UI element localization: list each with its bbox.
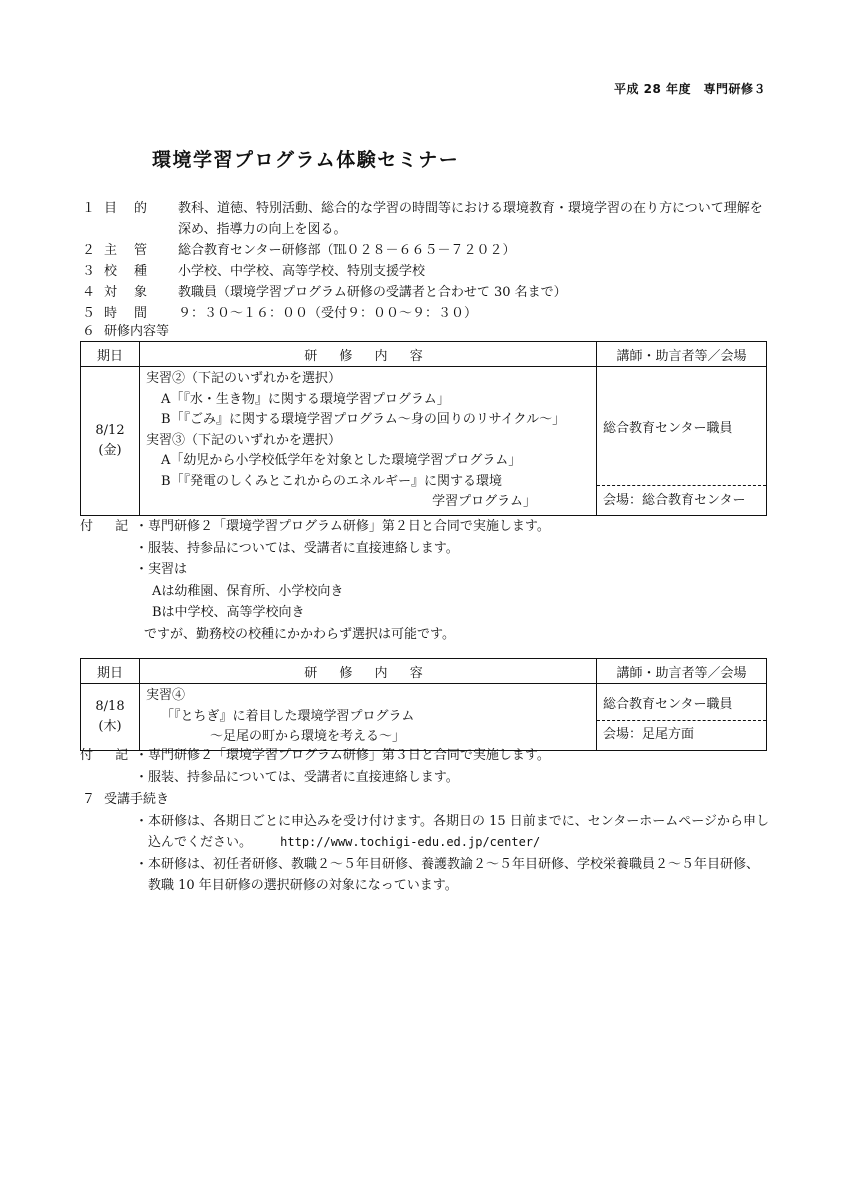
content-line: B「『発電のしくみとこれからのエネルギー』に関する環境 [161,473,503,489]
note-sub-line: Bは中学校、高等学校向き [152,605,305,620]
content-cell [140,367,597,516]
content-line: 実習④ [146,688,186,703]
fiscal-year-header: 平成 28 年度 専門研修３ [613,82,766,96]
section-text: 教科、道徳、特別活動、総合的な学習の時間等における環境教育・環境学習の在り方について理解を深め、指導力の向上を図る。 [178,201,763,237]
content-line: B「『ごみ』に関する環境学習プログラム～身の回りのリサイクル～」 [161,412,566,427]
section-number: ３ [82,264,96,279]
note-sub-line: Aは幼稚園、保育所、小学校向き [152,583,344,599]
content-line: A「『水・生き物』に関する環境学習プログラム」 [161,391,450,407]
section-organizer [82,240,772,261]
application-text [135,811,770,854]
date: 8/12 [95,422,125,438]
note-line [80,516,770,538]
weekday: (木) [98,718,122,734]
section-number: １ [82,201,96,216]
section-label: 目 的 [104,201,150,216]
section-text: 小学校、中学校、高等学校、特別支援学校 [178,264,426,279]
content-line: 「『とちぎ』に着目した環境学習プログラム [161,708,415,724]
lecturer-cell [597,684,767,751]
application-text-1: ・本研修は、各期日ごとに申込みを受け付けます。各期日の 15 日前までに、センターホームページから申し込んでください。 [135,813,769,850]
lecturer-cell [597,367,767,516]
section-label: 時 間 [104,306,150,321]
note-line: ・実習は [135,562,188,577]
notes-label: 付 記 [80,748,138,763]
section-heading [80,789,770,811]
section-number: ６ [82,324,96,339]
venue: 会場：総合教育センター [597,485,766,511]
lecturer: 総合教育センター職員 [603,420,733,436]
table-header-row [81,659,767,684]
section-label: 校 種 [104,264,150,279]
header-date: 期日 [81,659,140,684]
schedule-table-2 [80,658,767,751]
header-date: 期日 [81,342,140,367]
section-label: 研修内容等 [104,324,170,339]
page-title: 環境学習プログラム体験セミナー [152,149,460,171]
header-content: 研 修 内 容 [140,342,597,367]
weekday: (金) [98,442,122,458]
content-line: 実習②（下記のいずれかを選択） [146,371,342,386]
section-text: ９：３０～１６：００（受付９：００～９：３０） [178,306,478,321]
header-content: 研 修 内 容 [140,659,597,684]
note-line [80,745,770,767]
table-row [81,684,767,751]
section-number: ２ [82,243,96,258]
content-cell [140,684,597,751]
date-cell [81,367,140,516]
content-line: A「幼児から小学校低学年を対象とした環境学習プログラム」 [161,453,522,468]
note-line: ・服装、持参品については、受講者に直接連絡します。 [135,769,459,785]
note-tail-line: ですが、勤務校の校種にかかわらず選択は可能です。 [144,626,455,642]
section-label: 主 管 [104,243,150,258]
table-header-row [81,342,767,367]
section-label: 対 象 [104,285,150,300]
application-text-2: ・本研修は、初任者研修、教職２～５年目研修、養護教諭２～５年目研修、学校栄養職員２～５年目研修、教職 10 年目研修の選択研修の対象になっています。 [135,856,760,893]
content-line: ～足尾の町から環境を考える～」 [210,729,406,744]
section-contents [82,321,772,342]
note-line: ・服装、持参品については、受講者に直接連絡します。 [135,540,459,556]
section-number: ５ [82,306,96,321]
schedule-table-1 [80,341,767,516]
application-item [80,811,770,897]
section-text: 教職員（環境学習プログラム研修の受講者と合わせて 30 名まで） [178,285,567,300]
notes-label: 付 記 [80,519,138,534]
header-lecturer: 講師・助言者等／会場 [597,342,767,367]
notes-2 [80,745,770,788]
note-text: ・専門研修２「環境学習プログラム研修」第２日と合同で実施します。 [135,519,550,534]
header-lecturer: 講師・助言者等／会場 [597,659,767,684]
venue: 会場：足尾方面 [597,720,766,743]
content-line: 学習プログラム」 [432,494,536,509]
note-text: ・専門研修２「環境学習プログラム研修」第３日と合同で実施します。 [135,748,550,763]
section-label: 受講手続き [104,792,170,807]
section-target [82,282,772,303]
lecturer: 総合教育センター職員 [603,696,733,712]
table-row [81,367,767,516]
notes-1 [80,516,770,645]
section-number: ７ [82,792,96,807]
date-cell [81,684,140,751]
date: 8/18 [95,698,125,714]
section-application [80,789,770,897]
section-school-types [82,261,772,282]
section-purpose [82,198,772,240]
center-url-link[interactable]: http://www.tochigi-edu.ed.jp/center/ [280,835,541,849]
section-number: ４ [82,285,96,300]
section-text: 総合教育センター研修部（℡０２８－６６５－７２０２） [178,243,516,258]
content-line: 実習③（下記のいずれかを選択） [146,432,342,448]
